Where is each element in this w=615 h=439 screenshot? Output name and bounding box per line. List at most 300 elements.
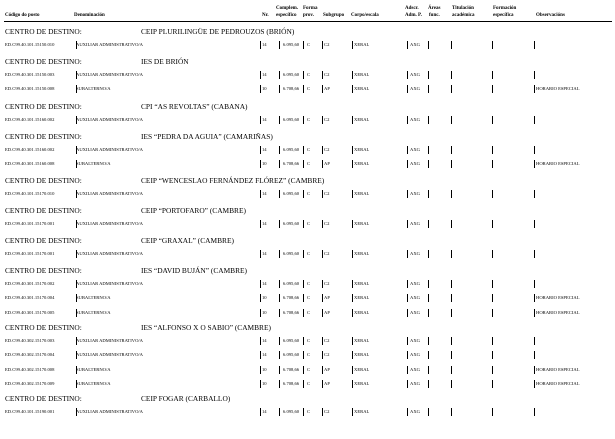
header-areas-2: func. [429, 13, 440, 18]
administration: AXG [410, 409, 420, 414]
centre-heading [5, 394, 605, 404]
level-nr: 14 [262, 221, 267, 226]
administration: AXG [410, 191, 420, 196]
cell-divider [322, 294, 323, 302]
complement: 6.095,60 [283, 221, 300, 226]
corps-scale: XERAL [354, 191, 370, 196]
provision-form: C [307, 366, 311, 372]
cell-divider [352, 351, 353, 359]
cell-divider [534, 408, 535, 416]
centre-heading [5, 236, 605, 246]
subgroup: C2 [324, 251, 330, 256]
corps-scale: XERAL [354, 380, 370, 386]
centre-name: CEIP “PORTOFARO” (CAMBRE) [141, 206, 246, 215]
level-nr: 14 [262, 352, 267, 358]
cell-divider [303, 280, 304, 288]
corps-scale: XERAL [354, 72, 370, 77]
administration: AXG [410, 72, 420, 77]
cell-divider [534, 41, 535, 49]
cell-divider [260, 380, 261, 388]
administration: AXG [410, 352, 420, 358]
provision-form: C [307, 42, 311, 47]
cell-divider [303, 380, 304, 388]
cell-divider [322, 71, 323, 79]
level-nr: 14 [262, 409, 267, 414]
centre-heading [5, 102, 605, 112]
administration: AXG [410, 161, 420, 167]
cell-divider [492, 408, 493, 416]
cell-divider [260, 294, 261, 302]
cell-divider [303, 71, 304, 79]
cell-divider [451, 337, 452, 345]
cell-divider [407, 160, 408, 168]
cell-divider [407, 146, 408, 154]
level-nr: 14 [262, 251, 267, 256]
cell-divider [492, 337, 493, 345]
post-code: ED.C99.40.101.15160.002 [5, 117, 55, 122]
cell-divider [492, 366, 493, 374]
cell-divider [260, 160, 261, 168]
post-code: ED.C99.40.301.15150.003 [5, 72, 55, 77]
centre-label: CENTRO DE DESTINO: [5, 323, 82, 332]
table-row [4, 70, 608, 80]
complement: 6.708,66 [283, 366, 300, 372]
cell-divider [352, 116, 353, 124]
cell-divider [534, 250, 535, 258]
denomination: SUBALTERNO/A [76, 161, 111, 167]
centre-name: CEIP PLURILINGÜE DE PEDROUZOS (BRIÓN) [141, 27, 295, 36]
table-row [4, 84, 608, 94]
centre-name: CPI “AS REVOLTAS” (CABANA) [141, 102, 248, 111]
observations: HORARIO ESPECIAL [536, 309, 580, 315]
centre-heading [5, 132, 605, 142]
denomination: AUXILIAR ADMINISTRATIVO/A [76, 72, 143, 77]
cell-divider [451, 190, 452, 198]
cell-divider [279, 351, 280, 359]
administration: AXG [410, 281, 420, 286]
cell-divider [303, 146, 304, 154]
cell-divider [428, 294, 429, 302]
corps-scale: XERAL [354, 251, 370, 256]
cell-divider [279, 85, 280, 93]
centre-heading [5, 266, 605, 276]
table-row [4, 293, 608, 303]
cell-divider [451, 85, 452, 93]
table-row [4, 336, 608, 346]
subgroup: C2 [324, 42, 330, 47]
post-code: ED.C99.40.302.15170.003 [5, 338, 55, 343]
header-forma-2: prov. [303, 13, 314, 18]
provision-form: C [307, 251, 311, 256]
cell-divider [492, 146, 493, 154]
cell-divider [303, 116, 304, 124]
centre-name: IES “DAVID BUJÁN” (CAMBRE) [141, 266, 247, 275]
cell-divider [428, 116, 429, 124]
table-row [4, 249, 608, 259]
cell-divider [260, 309, 261, 317]
complement: 6.095,60 [283, 42, 300, 47]
cell-divider [352, 71, 353, 79]
post-code: ED.C99.40.101.15170.010 [5, 191, 55, 196]
denomination: AUXILIAR ADMINISTRATIVO/A [76, 147, 143, 152]
cell-divider [279, 294, 280, 302]
cell-divider [322, 85, 323, 93]
cell-divider [492, 250, 493, 258]
cell-divider [279, 380, 280, 388]
centre-label: CENTRO DE DESTINO: [5, 266, 82, 275]
cell-divider [492, 116, 493, 124]
level-nr: 10 [262, 295, 267, 301]
centre-heading [5, 27, 605, 37]
table-row [4, 365, 608, 375]
cell-divider [352, 85, 353, 93]
cell-divider [428, 220, 429, 228]
provision-form: C [307, 221, 311, 226]
table-row [4, 379, 608, 389]
provision-form: C [307, 281, 311, 286]
administration: AXG [410, 117, 420, 122]
corps-scale: XERAL [354, 281, 370, 286]
header-nr: Nr. [262, 13, 269, 18]
cell-divider [352, 190, 353, 198]
centre-name: IES “ALFONSO X O SABIO” (CAMBRE) [141, 323, 271, 332]
denomination: AUXILIAR ADMINISTRATIVO/A [76, 281, 143, 286]
cell-divider [407, 85, 408, 93]
complement: 6.708,66 [283, 86, 300, 92]
cell-divider [407, 280, 408, 288]
cell-divider [279, 280, 280, 288]
centre-label: CENTRO DE DESTINO: [5, 132, 82, 141]
centre-name: CEIP “GRAXAL” (CAMBRE) [141, 236, 234, 245]
cell-divider [322, 220, 323, 228]
cell-divider [492, 351, 493, 359]
administration: AXG [410, 366, 420, 372]
level-nr: 10 [262, 309, 267, 315]
header-complem-1: Complem. [276, 6, 299, 11]
level-nr: 10 [262, 86, 267, 92]
complement: 6.095,60 [283, 191, 300, 196]
cell-divider [407, 351, 408, 359]
centre-heading [5, 176, 605, 186]
cell-divider [428, 160, 429, 168]
cell-divider [451, 380, 452, 388]
cell-divider [279, 41, 280, 49]
header-areas-1: Áreas [428, 6, 441, 11]
centre-label: CENTRO DE DESTINO: [5, 206, 82, 215]
table-row [4, 159, 608, 169]
cell-divider [428, 190, 429, 198]
post-code: ED.C99.40.302.15170.004 [5, 352, 55, 358]
denomination: AUXILIAR ADMINISTRATIVO/A [76, 409, 143, 414]
provision-form: C [307, 86, 311, 92]
denomination: AUXILIAR ADMINISTRATIVO/A [76, 42, 143, 47]
cell-divider [322, 160, 323, 168]
header-formacion-1: Formación [493, 6, 517, 11]
administration: AXG [410, 42, 420, 47]
corps-scale: XERAL [354, 147, 370, 152]
denomination: SUBALTERNO/A [76, 380, 111, 386]
subgroup: AP [324, 309, 330, 315]
cell-divider [407, 71, 408, 79]
cell-divider [534, 366, 535, 374]
table-row [4, 219, 608, 229]
cell-divider [534, 337, 535, 345]
post-code: ED.C99.40.301.15160.008 [5, 161, 55, 167]
subgroup: C2 [324, 117, 330, 122]
centre-label: CENTRO DE DESTINO: [5, 102, 82, 111]
centre-name: IES DE BRIÓN [141, 57, 189, 66]
post-code: ED.C99.40.301.15170.002 [5, 281, 55, 286]
level-nr: 14 [262, 338, 267, 343]
cell-divider [428, 351, 429, 359]
post-code: ED.C99.40.301.15170.005 [5, 309, 55, 315]
cell-divider [322, 250, 323, 258]
level-nr: 10 [262, 380, 267, 386]
cell-divider [407, 41, 408, 49]
centre-heading [5, 206, 605, 216]
header-adscr-2: Adm. P. [405, 13, 422, 18]
administration: AXG [410, 251, 420, 256]
header-subgrupo: Subgrupo [323, 13, 345, 18]
complement: 6.095,60 [283, 352, 300, 358]
cell-divider [428, 366, 429, 374]
administration: AXG [410, 309, 420, 315]
denomination: SUBALTERNO/A [76, 295, 111, 301]
cell-divider [279, 116, 280, 124]
provision-form: C [307, 338, 311, 343]
cell-divider [279, 250, 280, 258]
cell-divider [352, 146, 353, 154]
cell-divider [492, 309, 493, 317]
centre-heading [5, 57, 605, 67]
corps-scale: XERAL [354, 86, 370, 92]
corps-scale: XERAL [354, 161, 370, 167]
observations: HORARIO ESPECIAL [536, 366, 580, 372]
cell-divider [260, 250, 261, 258]
centre-heading [5, 323, 605, 333]
centre-name: CEIP “WENCESLAO FERNÁNDEZ FLÓREZ” (CAMBRE) [141, 176, 325, 185]
cell-divider [492, 41, 493, 49]
cell-divider [534, 85, 535, 93]
cell-divider [260, 366, 261, 374]
cell-divider [352, 337, 353, 345]
provision-form: C [307, 147, 311, 152]
denomination: AUXILIAR ADMINISTRATIVO/A [76, 251, 143, 256]
header-corpo: Corpo/escala [351, 13, 379, 18]
complement: 6.095,60 [283, 72, 300, 77]
cell-divider [428, 85, 429, 93]
cell-divider [492, 380, 493, 388]
subgroup: AP [324, 161, 330, 167]
level-nr: 14 [262, 72, 267, 77]
cell-divider [407, 408, 408, 416]
cell-divider [260, 408, 261, 416]
cell-divider [451, 160, 452, 168]
provision-form: C [307, 117, 311, 122]
centre-label: CENTRO DE DESTINO: [5, 236, 82, 245]
corps-scale: XERAL [354, 366, 370, 372]
cell-divider [322, 366, 323, 374]
post-code: ED.C99.40.301.15150.008 [5, 86, 55, 92]
header-forma-1: Forma [303, 6, 318, 11]
header-codigo: Código do posto [5, 13, 40, 18]
cell-divider [303, 366, 304, 374]
cell-divider [279, 190, 280, 198]
cell-divider [451, 146, 452, 154]
cell-divider [303, 351, 304, 359]
cell-divider [352, 160, 353, 168]
cell-divider [407, 116, 408, 124]
denomination: SUBALTERNO/A [76, 86, 111, 92]
cell-divider [451, 408, 452, 416]
cell-divider [322, 146, 323, 154]
denomination: AUXILIAR ADMINISTRATIVO/A [76, 117, 143, 122]
corps-scale: XERAL [354, 117, 370, 122]
cell-divider [534, 220, 535, 228]
cell-divider [428, 71, 429, 79]
table-row [4, 407, 608, 417]
cell-divider [428, 380, 429, 388]
cell-divider [407, 337, 408, 345]
table-row [4, 350, 608, 360]
cell-divider [352, 366, 353, 374]
cell-divider [279, 309, 280, 317]
cell-divider [352, 408, 353, 416]
denomination: AUXILIAR ADMINISTRATIVO/A [76, 338, 143, 343]
cell-divider [492, 294, 493, 302]
cell-divider [534, 280, 535, 288]
cell-divider [260, 280, 261, 288]
cell-divider [260, 85, 261, 93]
complement: 6.095,60 [283, 251, 300, 256]
cell-divider [451, 366, 452, 374]
subgroup: AP [324, 366, 330, 372]
complement: 6.095,60 [283, 409, 300, 414]
centre-label: CENTRO DE DESTINO: [5, 57, 82, 66]
table-row [4, 189, 608, 199]
level-nr: 14 [262, 117, 267, 122]
cell-divider [534, 309, 535, 317]
header-complem-2: específico [276, 13, 297, 18]
subgroup: C2 [324, 191, 330, 196]
cell-divider [492, 160, 493, 168]
cell-divider [279, 220, 280, 228]
post-code: ED.C99.40.301.15160.002 [5, 147, 55, 152]
cell-divider [492, 220, 493, 228]
cell-divider [534, 146, 535, 154]
administration: AXG [410, 338, 420, 343]
corps-scale: XERAL [354, 352, 370, 358]
cell-divider [322, 380, 323, 388]
level-nr: 14 [262, 191, 267, 196]
cell-divider [322, 337, 323, 345]
cell-divider [492, 71, 493, 79]
cell-divider [451, 250, 452, 258]
post-code: ED.C99.40.302.15170.009 [5, 380, 55, 386]
denomination: AUXILIAR ADMINISTRATIVO/A [76, 352, 143, 358]
cell-divider [279, 71, 280, 79]
level-nr: 10 [262, 161, 267, 167]
post-code: ED.C99.40.101.15170.001 [5, 251, 55, 256]
cell-divider [279, 408, 280, 416]
cell-divider [303, 309, 304, 317]
cell-divider [407, 294, 408, 302]
centre-label: CENTRO DE DESTINO: [5, 27, 82, 36]
cell-divider [352, 220, 353, 228]
cell-divider [322, 280, 323, 288]
subgroup: AP [324, 295, 330, 301]
cell-divider [428, 41, 429, 49]
header-denominacion: Denominación [74, 13, 105, 18]
observations: HORARIO ESPECIAL [536, 295, 580, 301]
denomination: SUBALTERNO/A [76, 309, 111, 315]
cell-divider [451, 309, 452, 317]
subgroup: C2 [324, 147, 330, 152]
level-nr: 10 [262, 366, 267, 372]
cell-divider [352, 280, 353, 288]
cell-divider [534, 351, 535, 359]
observations: HORARIO ESPECIAL [536, 86, 580, 92]
provision-form: C [307, 161, 311, 167]
complement: 6.708,66 [283, 161, 300, 167]
complement: 6.095,60 [283, 338, 300, 343]
corps-scale: XERAL [354, 295, 370, 301]
table-row [4, 145, 608, 155]
cell-divider [352, 294, 353, 302]
provision-form: C [307, 352, 311, 358]
cell-divider [260, 337, 261, 345]
cell-divider [451, 71, 452, 79]
cell-divider [428, 337, 429, 345]
cell-divider [451, 351, 452, 359]
cell-divider [407, 366, 408, 374]
subgroup: AP [324, 380, 330, 386]
post-code: ED.C99.40.301.15170.004 [5, 295, 55, 301]
cell-divider [407, 220, 408, 228]
subgroup: C2 [324, 221, 330, 226]
header-formacion-2: específica [493, 13, 514, 18]
header-observacions: Observacións [536, 13, 565, 18]
complement: 6.095,60 [283, 281, 300, 286]
table-row [4, 308, 608, 318]
centre-name: CEIP FOGAR (CARBALLO) [141, 394, 231, 403]
cell-divider [279, 146, 280, 154]
cell-divider [534, 116, 535, 124]
header-titulacion-1: Titulación [452, 6, 474, 11]
subgroup: C2 [324, 352, 330, 358]
complement: 6.095,60 [283, 117, 300, 122]
cell-divider [534, 71, 535, 79]
subgroup: C2 [324, 281, 330, 286]
cell-divider [303, 41, 304, 49]
cell-divider [352, 250, 353, 258]
cell-divider [260, 190, 261, 198]
header-titulacion-2: académica [452, 13, 475, 18]
cell-divider [428, 250, 429, 258]
cell-divider [322, 408, 323, 416]
administration: AXG [410, 86, 420, 92]
cell-divider [260, 41, 261, 49]
header-divider [4, 21, 612, 22]
observations: HORARIO ESPECIAL [536, 380, 580, 386]
provision-form: C [307, 380, 311, 386]
cell-divider [451, 41, 452, 49]
cell-divider [303, 190, 304, 198]
cell-divider [303, 220, 304, 228]
administration: AXG [410, 221, 420, 226]
header-adscr-1: Adscr. [405, 6, 419, 11]
provision-form: C [307, 309, 311, 315]
